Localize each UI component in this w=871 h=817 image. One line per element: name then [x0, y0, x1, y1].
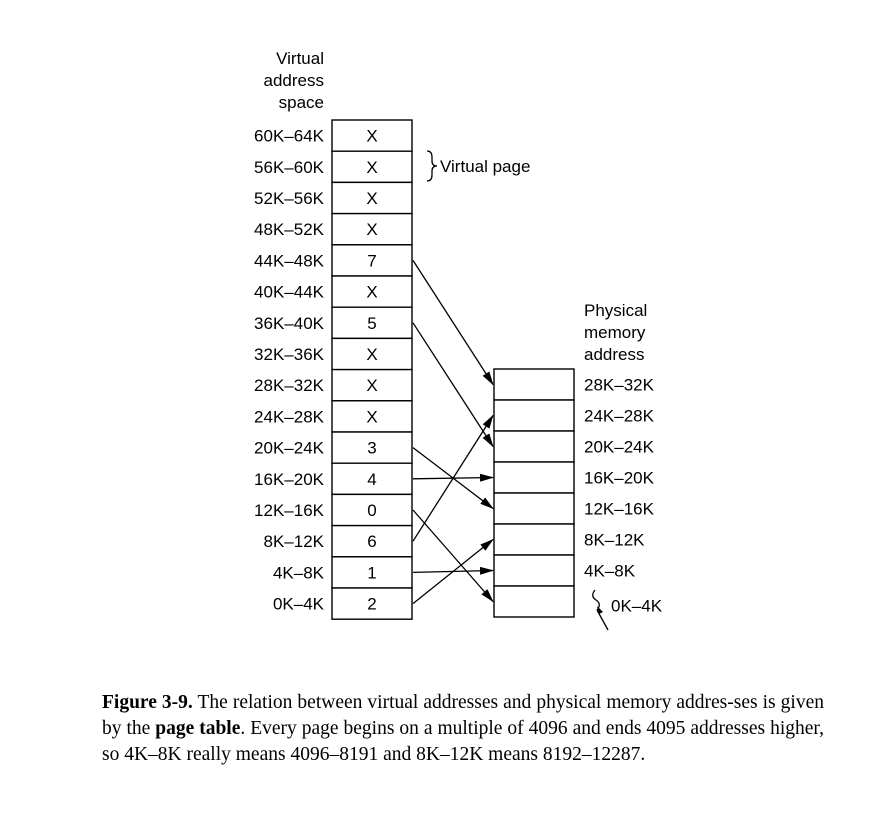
page-table-entry: X [366, 126, 378, 146]
physical-frame-cell [494, 524, 574, 555]
physical-title-line-1: Physical [584, 301, 648, 320]
mapping-arrow [413, 323, 493, 447]
virtual-page-label: Virtual page [440, 157, 531, 176]
virtual-range-label: 32K–36K [254, 345, 324, 364]
virtual-space-title-line-3: space [278, 93, 324, 112]
virtual-range-label: 40K–44K [254, 282, 324, 302]
figure-caption [102, 690, 824, 768]
physical-range-label: 20K–24K [584, 437, 654, 457]
physical-frame-cell [494, 586, 574, 617]
virtual-range-label: 44K–48K [254, 251, 324, 271]
virtual-range-label: 36K–40K [254, 313, 324, 333]
page-table-entry: X [366, 376, 378, 396]
physical-memory-frames [494, 369, 663, 617]
mapping-arrow [413, 260, 493, 384]
page-table-entry: 4 [367, 469, 377, 489]
virtual-range-label: 60K–64K [254, 126, 324, 146]
page-table-entry: X [366, 157, 378, 177]
virtual-range-label: 0K–4K [272, 594, 324, 614]
page-frame-pointer [593, 590, 600, 610]
page-table-entry: X [366, 282, 378, 302]
physical-range-label: 24K–28K [584, 406, 654, 426]
virtual-space-title-line-2: address [263, 71, 324, 90]
mapping-arrow [413, 510, 493, 602]
physical-range-label: 0K–4K [611, 596, 663, 616]
virtual-page-brace [427, 151, 437, 181]
physical-frame-cell [494, 431, 574, 462]
page-table-entry: X [366, 345, 378, 364]
caption-term: page table [155, 718, 241, 739]
physical-frame-cell [494, 369, 574, 400]
virtual-range-label: 52K–56K [254, 189, 324, 208]
virtual-range-label: 28K–32K [254, 376, 324, 396]
virtual-page-table [254, 120, 412, 619]
virtual-range-label: 48K–52K [254, 220, 324, 240]
virtual-space-title-line-1: Virtual [276, 49, 324, 68]
page-table-entry: 6 [367, 532, 377, 552]
virtual-range-label: 12K–16K [254, 501, 324, 520]
figure-label: Figure 3-9. [102, 692, 193, 713]
caption-text-1: The relation between virtual addresses and physical memory addres-ses is given by the [102, 692, 824, 739]
page-table-entry: 0 [367, 501, 377, 520]
page-table-entry: 3 [367, 438, 377, 458]
page-table-entry: 2 [367, 594, 377, 614]
page-table-entry: X [366, 220, 378, 240]
physical-range-label: 12K–16K [584, 499, 654, 519]
physical-range-label: 16K–20K [584, 468, 654, 488]
physical-frame-cell [494, 400, 574, 431]
physical-range-label: 4K–8K [584, 561, 636, 581]
physical-title-line-2: memory [584, 323, 646, 342]
virtual-range-label: 24K–28K [254, 407, 324, 427]
page-table-entry: X [366, 407, 378, 427]
physical-frame-cell [494, 462, 574, 493]
physical-range-label: 8K–12K [584, 530, 645, 550]
page-table-entry: 5 [367, 313, 377, 333]
caption-text-2: . Every page begins on a multiple of 4096 and ends 4095 addresses higher, so 4K–8K really means 4096–8191 and 8K–12K means 8192–12287. [102, 718, 824, 765]
physical-frame-cell [494, 555, 574, 586]
physical-title-line-3: address [584, 345, 645, 364]
virtual-range-label: 16K–20K [254, 469, 324, 489]
virtual-range-label: 4K–8K [272, 563, 324, 583]
physical-frame-cell [494, 493, 574, 524]
virtual-range-label: 8K–12K [263, 532, 324, 552]
page-frame-pointer-line [597, 610, 608, 630]
page-table-entry: 1 [367, 563, 377, 583]
mapping-arrows [413, 260, 493, 603]
virtual-range-label: 20K–24K [254, 438, 324, 458]
virtual-range-label: 56K–60K [254, 157, 324, 177]
page-table-entry: X [366, 189, 378, 208]
page-table-entry: 7 [367, 251, 377, 271]
physical-range-label: 28K–32K [584, 375, 654, 395]
